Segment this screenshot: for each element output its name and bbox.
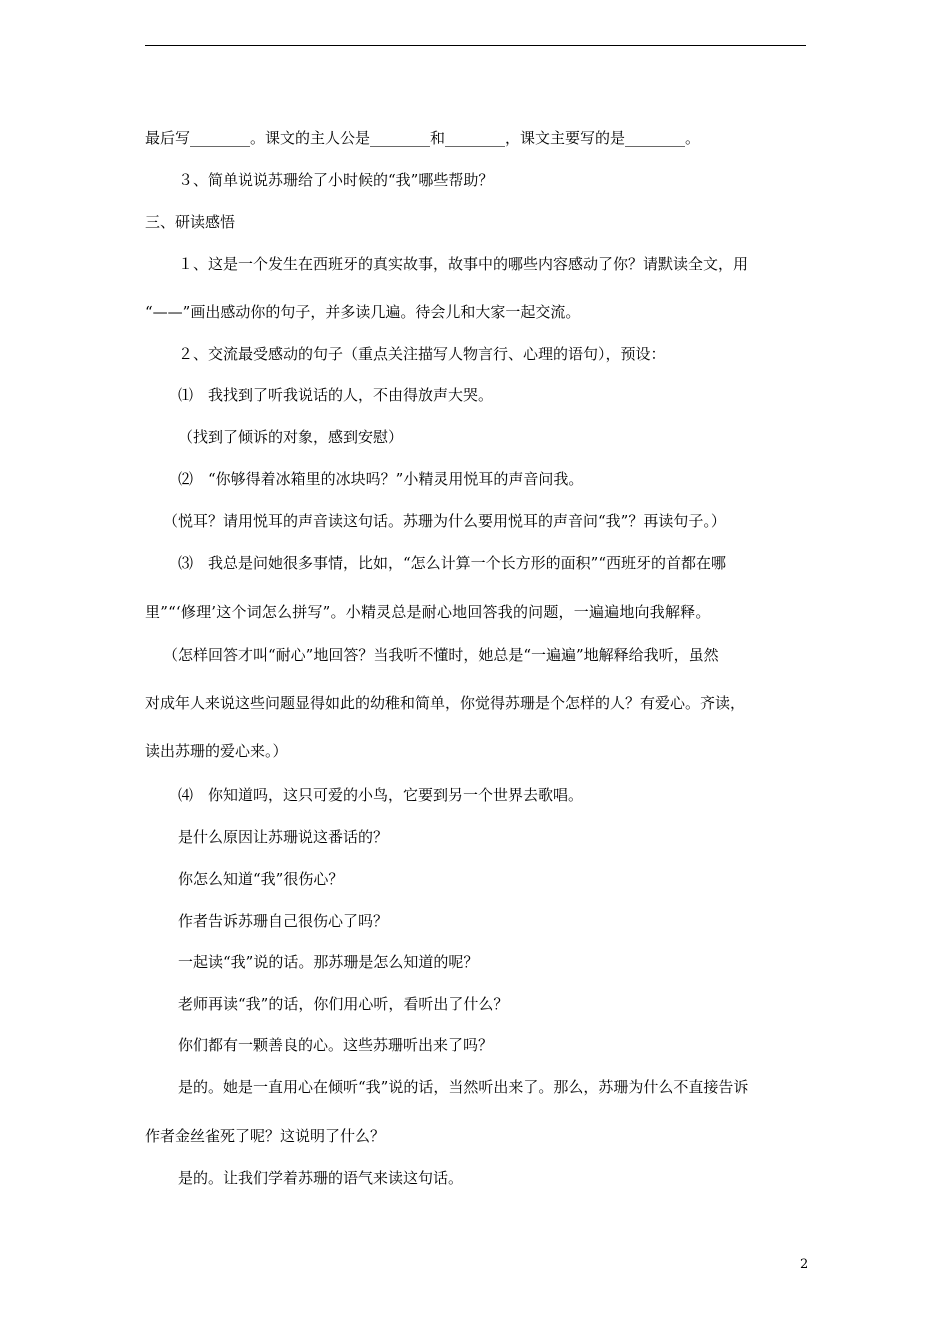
text-line: （悦耳？请用悦耳的声音读这句话。苏珊为什么要用悦耳的声音问“我”？再读句子。） [163, 512, 726, 530]
text-line: 读出苏珊的爱心来。） [145, 742, 288, 760]
text-line: 是什么原因让苏珊说这番话的？ [178, 828, 389, 846]
page-number: 2 [800, 1257, 809, 1272]
text-line: 是的。她是一直用心在倾听“我”说的话，当然听出来了。那么，苏珊为什么不直接告诉 [178, 1078, 749, 1096]
question-3: ３、简单说说苏珊给了小时候的“我”哪些帮助？ [178, 171, 494, 189]
text-line: 一起读“我”说的话。那苏珊是怎么知道的呢？ [178, 953, 479, 971]
text-line: 是的。让我们学着苏珊的语气来读这句话。 [178, 1169, 464, 1187]
header-rule [145, 45, 806, 46]
text-line: 作者告诉苏珊自己很伤心了吗？ [178, 912, 389, 930]
section-heading: 三、研读感悟 [145, 213, 236, 231]
text-line: 作者金丝雀死了呢？这说明了什么？ [145, 1127, 386, 1145]
text-line: 对成年人来说这些问题显得如此的幼稚和简单，你觉得苏珊是个怎样的人？有爱心。齐读， [145, 694, 746, 712]
text-line: （怎样回答才叫“耐心”地回答？当我听不懂时，她总是“一遍遍”地解释给我听，虽然 [163, 646, 719, 664]
text-line: （找到了倾诉的对象，感到安慰） [178, 428, 404, 446]
text-line: 里”“‘修理’这个词怎么拼写”。小精灵总是耐心地回答我的问题，一遍遍地向我解释。 [145, 603, 711, 621]
text-line: 你怎么知道“我”很伤心？ [178, 870, 344, 888]
text-line: ２、交流最受感动的句子（重点关注描写人物言行、心理的语句），预设： [178, 345, 666, 363]
text-line: ⑴ 我找到了听我说话的人，不由得放声大哭。 [178, 386, 494, 404]
text-line: 最后写________。课文的主人公是________和________，课文主要写的是________。 [145, 129, 701, 147]
text-line: “——”画出感动你的句子，并多读几遍。待会儿和大家一起交流。 [145, 303, 581, 321]
text-line: 老师再读“我”的话，你们用心听，看听出了什么？ [178, 995, 509, 1013]
text-line: １、这是一个发生在西班牙的真实故事，故事中的哪些内容感动了你？请默读全文，用 [178, 255, 749, 273]
text-line: ⑵ “你够得着冰箱里的冰块吗？”小精灵用悦耳的声音问我。 [178, 470, 584, 488]
text-line: 你们都有一颗善良的心。这些苏珊听出来了吗？ [178, 1036, 494, 1054]
text-line: ⑶ 我总是问她很多事情，比如，“怎么计算一个长方形的面积”“西班牙的首都在哪 [178, 554, 727, 572]
text-line: ⑷ 你知道吗，这只可爱的小鸟，它要到另一个世界去歌唱。 [178, 786, 584, 804]
